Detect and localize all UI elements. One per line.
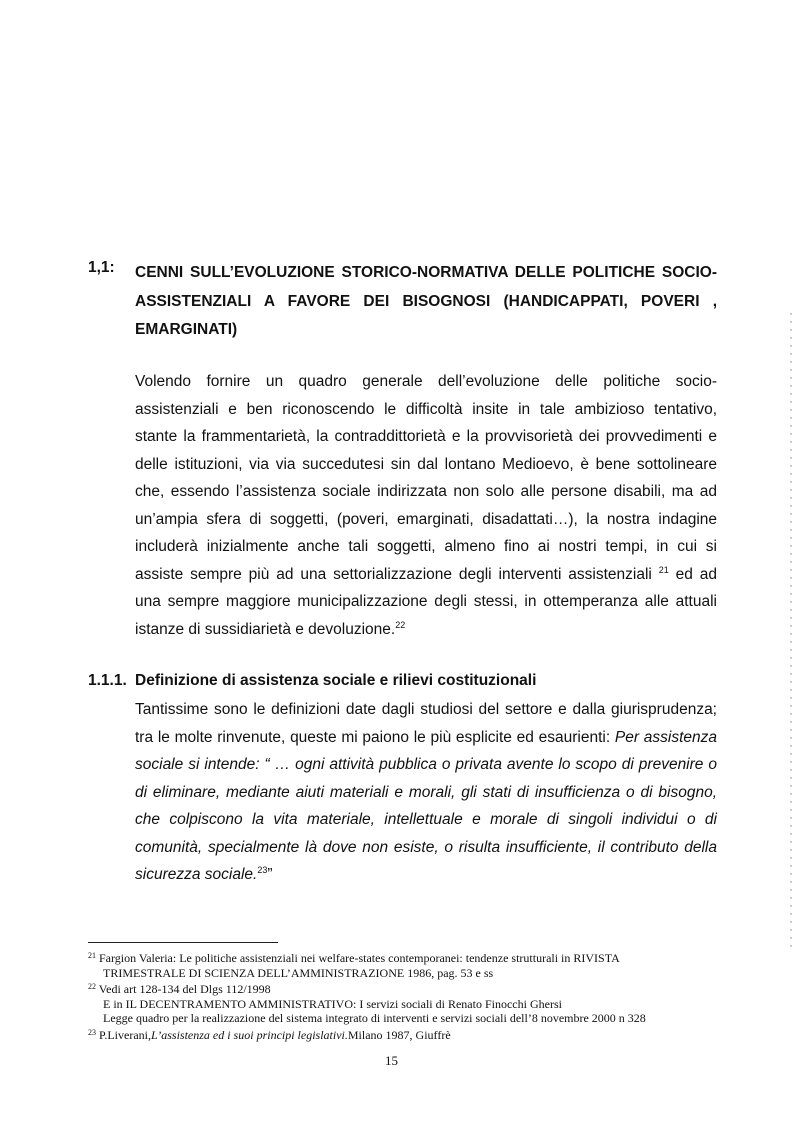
footnote-22 (88, 982, 728, 1026)
paragraph-line: delle istituzioni, via via succedutesi sin dal lontano Medioevo, è bene sottolineare (135, 455, 717, 473)
subsection-number: 1.1.1. (88, 672, 127, 689)
footnote-21 (88, 951, 728, 980)
footnote-text: Vedi art 128-134 del Dlgs 112/1998 (98, 982, 271, 996)
footnote-author: P.Liverani, (99, 1028, 151, 1042)
closing-quote-mark: ” (267, 866, 273, 883)
footnote-ref-22: 22 (395, 619, 406, 630)
footnote-text: TRIMESTRALE DI SCIENZA DELL’AMMINISTRAZIONE 1986, pag. 53 e ss (103, 965, 494, 980)
footnote-number: 22 (88, 982, 96, 991)
section-number: 1,1: (88, 259, 115, 276)
definition-quote: Per assistenza sociale si intende: “ … ogni attività pubblica o privata avente lo scopo di prevenire o di eliminare, mediante aiuti materiali e morali, gli stati di insufficienza o di bisogno, che colpiscono la vita materiale, intellettuale e morale di singoli individui o di comunità, specialmente là dove non esiste, o risulta insufficiente, il contributo della sicurezza sociale. (135, 728, 717, 883)
footnote-ref-21: 21 (658, 564, 669, 575)
paragraph-line: includerà inizialmente anche tali soggetti, almeno fino ai nostri tempi, in cui si (135, 538, 717, 555)
paragraph-line: stante la frammentarietà, la contraddittorietà e la provvisorietà dei provvedimenti e (135, 428, 717, 445)
paragraph-line: un’ampia sfera di soggetti, (poveri, emarginati, disadattati…), la nostra indagine (135, 510, 717, 528)
footnote-text: E in IL DECENTRAMENTO AMMINISTRATIVO: I servizi sociali di Renato Finocchi Ghersi (103, 996, 562, 1011)
footnote-number: 21 (88, 951, 96, 960)
paragraph-text: assiste sempre più ad una settorializzazione degli interventi assistenziali (135, 565, 652, 583)
paragraph-text: istanze di sussidiarietà e devoluzione. (135, 620, 396, 638)
section-title: CENNI SULL’EVOLUZIONE STORICO-NORMATIVA DELLE POLITICHE SOCIO-ASSISTENZIALI A FAVORE DEI BISOGNOSI (HANDICAPPATI, POVERI , EMARGINATI) (135, 264, 717, 338)
paragraph-line: Volendo fornire un quadro generale dell’evoluzione delle politiche socio- (135, 373, 717, 390)
paragraph-intro (135, 368, 717, 643)
paragraph-line: una sempre maggiore municipalizzazione degli stessi, in ottemperanza alle attuali (135, 593, 717, 610)
paragraph-line-with-ref (135, 561, 717, 589)
paragraph-text: ed ad (675, 565, 718, 583)
footnote-number: 23 (88, 1028, 96, 1037)
scan-edge-artifact (790, 310, 792, 950)
paragraph-line: assistenziali e ben riconoscendo le difficoltà insite in tale ambizioso tentativo, (135, 400, 717, 418)
page-number: 15 (385, 1053, 398, 1068)
footnote-text: Milano 1987, Giuffrè (347, 1028, 451, 1042)
paragraph-line-with-ref (135, 616, 717, 644)
footnote-23 (88, 1028, 728, 1043)
footnote-text: Fargion Valeria: Le politiche assistenziali nei welfare-states contemporanei: tendenze strutturali in RIVISTA (99, 951, 620, 965)
footnote-ref-23: 23 (257, 865, 268, 875)
paragraph-definition (135, 696, 717, 889)
paragraph-intro-text: Tantissime sono le definizioni date dagli studiosi del settore e dalla giurisprudenza; tra le molte rinvenute, queste mi paiono le più esplicite ed esaurienti: (135, 701, 717, 746)
footnote-separator (88, 942, 278, 943)
paragraph-line: che, essendo l’assistenza sociale indirizzata non solo alle persone disabili, ma ad (135, 483, 717, 500)
subsection-title: Definizione di assistenza sociale e rilievi costituzionali (135, 672, 537, 689)
footnote-book-title: L’assistenza ed i suoi principi legislativi. (151, 1028, 348, 1042)
footnote-text: Legge quadro per la realizzazione del sistema integrato di interventi e servizi sociali dell’8 novembre 2000 n 328 (103, 1011, 646, 1025)
